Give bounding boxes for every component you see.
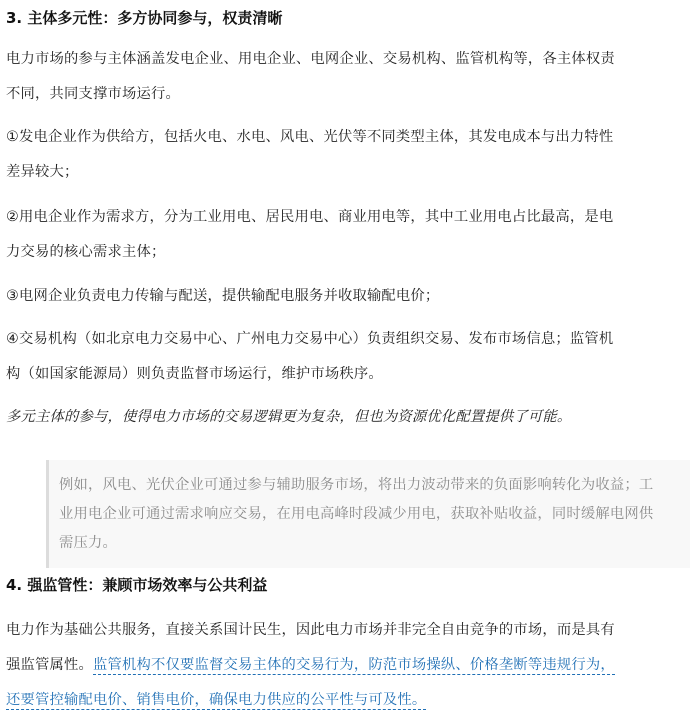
intro-paragraph xyxy=(6,42,682,112)
emphasis-line: 多元主体的参与，使得电力市场的交易逻辑更为复杂，但也为资源优化配置提供了可能。 xyxy=(6,409,572,425)
intro-line-1: 电力市场的参与主体涵盖发电企业、用电企业、电网企业、交易机构、监管机构等，各主体权责 xyxy=(6,51,615,67)
regulation-line-2 xyxy=(6,648,682,683)
regulation-line-1: 电力作为基础公共服务，直接关系国计民生，因此电力市场并非完全自由竞争的市场，而是具有 xyxy=(6,622,615,638)
regulation-paragraph xyxy=(6,613,682,718)
item4-line-1: ④交易机构（如北京电力交易中心、广州电力交易中心）负责组织交易、发布市场信息；监管机 xyxy=(6,331,614,347)
item1-line-1: ①发电企业作为供给方，包括火电、水电、风电、光伏等不同类型主体，其发电成本与出力特性 xyxy=(6,129,614,145)
item2-line-2: 力交易的核心需求主体； xyxy=(6,244,166,260)
regulation-highlight-2: 还要管控输配电价、销售电价，确保电力供应的公平性与可及性。 xyxy=(6,692,427,708)
item4-line-2: 构（如国家能源局）则负责监督市场运行，维护市场秩序。 xyxy=(6,366,383,382)
example-blockquote xyxy=(46,460,690,568)
quote-line-2: 业用电企业可通过需求响应交易，在用电高峰时段减少用电，获取补贴收益，同时缓解电网供 xyxy=(59,506,654,523)
regulation-line-3 xyxy=(6,683,682,718)
section-heading-3: 3. 主体多元性：多方协同参与，权责清晰 xyxy=(6,9,283,27)
intro-line-2: 不同，共同支撑市场运行。 xyxy=(6,86,180,102)
list-item-grid xyxy=(6,279,682,314)
section-heading-4: 4. 强监管性：兼顾市场效率与公共利益 xyxy=(6,576,268,594)
item3-line-1: ③电网企业负责电力传输与配送，提供输配电服务并收取输配电价； xyxy=(6,288,440,304)
list-item-consumption xyxy=(6,200,682,270)
emphasis-paragraph xyxy=(6,400,682,435)
regulation-line-2-plain: 强监管属性。 xyxy=(6,657,93,673)
quote-line-1: 例如，风电、光伏企业可通过参与辅助服务市场，将出力波动带来的负面影响转化为收益；工 xyxy=(59,477,654,494)
item2-line-1: ②用电企业作为需求方，分为工业用电、居民用电、商业用电等，其中工业用电占比最高，是电 xyxy=(6,209,614,225)
regulation-highlight-1: 监管机构不仅要监督交易主体的交易行为，防范市场操纵、价格垄断等违规行为， xyxy=(92,657,615,673)
item1-line-2: 差异较大； xyxy=(6,164,79,180)
list-item-generation xyxy=(6,120,682,190)
list-item-trading-regulation xyxy=(6,322,682,392)
quote-line-3: 需压力。 xyxy=(59,535,117,552)
